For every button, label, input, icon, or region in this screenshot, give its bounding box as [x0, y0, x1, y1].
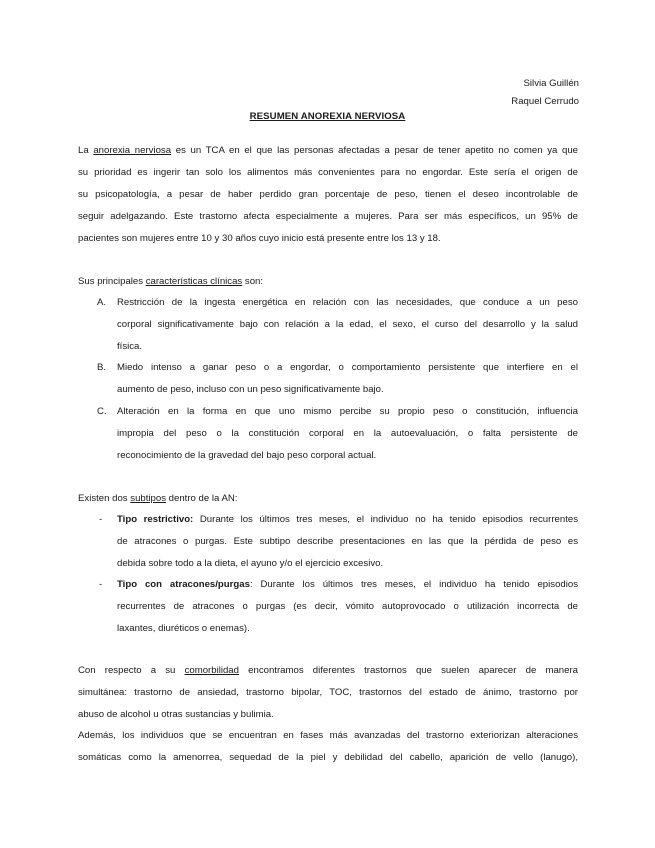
list-marker: C.	[97, 406, 107, 417]
list-item-line: física.	[117, 341, 143, 352]
list-item-line: debida sobre todo a la dieta, el ayuno y/o el ejercicio excesivo.	[117, 558, 384, 569]
subtype-label: Tipo restrictivo:	[117, 514, 194, 525]
section-heading: Sus principales características clínicas son:	[78, 276, 264, 287]
list-marker: A.	[97, 297, 107, 308]
list-item-line: recurrentes de atracones o purgas (es decir, vómito autoprovocado o utilización incorrecta de	[117, 601, 578, 612]
list-marker: -	[99, 579, 103, 590]
term-clinical: características clínicas	[145, 276, 243, 287]
list-marker: -	[99, 514, 103, 525]
list-item-line: laxantes, diuréticos o enemas).	[117, 623, 250, 634]
document-title: RESUMEN ANOREXIA NERVIOSA	[249, 111, 406, 122]
list-item-line: Miedo intenso a ganar peso o a engordar, o comportamiento persistente que interfiere en el	[117, 362, 578, 373]
intro-line: La anorexia nerviosa es un TCA en el que las personas afectadas a pesar de tener apetito no comen ya que	[78, 145, 579, 156]
list-item-line: impropia del peso o la constitución corporal en la autoevaluación, o falta persistente de	[117, 428, 578, 439]
list-item-line: Tipo con atracones/purgas: Durante los últimos tres meses, el individuo ha tenido episodios	[117, 579, 579, 590]
author-name: Raquel Cerrudo	[511, 96, 579, 107]
intro-line: su psicopatología, a pesar de haber perdido gran porcentaje de peso, tienen el deseo incontrolable de	[78, 189, 578, 200]
list-item-line: reconocimiento de la gravedad del bajo peso corporal actual.	[117, 450, 377, 461]
comorbidity-line: Además, los individuos que se encuentran en fases más avanzadas del trastorno exteriorizan alteraciones	[78, 730, 578, 741]
list-item-line: Restricción de la ingesta energética en relación con las necesidades, que conduce a un peso	[117, 297, 578, 308]
intro-line: seguir adelgazando. Este trastorno afecta especialmente a mujeres. Para ser más específicos, un 95% de	[78, 211, 578, 222]
term-comorbidity: comorbilidad	[184, 665, 239, 676]
list-item-line: Alteración en la forma en que uno mismo percibe su propio peso o constitución, influencia	[117, 406, 578, 417]
term-subtypes: subtipos	[130, 493, 166, 504]
comorbidity-line: abuso de alcohol u otras sustancias y bulimia.	[78, 709, 274, 720]
list-item-line: de atracones o purgas. Este subtipo describe presentaciones en las que la pérdida de peso es	[117, 536, 578, 547]
comorbidity-line: simultánea: trastorno de ansiedad, trastorno bipolar, TOC, trastornos del estado de ánimo, trastorno por	[78, 687, 578, 698]
section-heading: Existen dos subtipos dentro de la AN:	[78, 493, 238, 504]
list-item-line: corporal significativamente bajo con relación a la edad, el sexo, el curso del desarrollo y la salud	[117, 319, 578, 330]
comorbidity-line: Con respecto a su comorbilidad encontramos diferentes trastornos que suelen aparecer de manera	[78, 665, 578, 676]
author-name: Silvia Guillén	[523, 78, 579, 89]
list-marker: B.	[97, 362, 107, 373]
intro-line: su prioridad es ingerir tan solo los alimentos más convenientes para no engordar. Este sería el origen de	[78, 167, 578, 178]
list-item-line: Tipo restrictivo: Durante los últimos tres meses, el individuo no ha tenido episodios recurrentes	[117, 514, 579, 525]
list-item-line: aumento de peso, incluso con un peso significativamente bajo.	[117, 384, 384, 395]
term-anorexia: anorexia nerviosa	[93, 145, 172, 156]
comorbidity-line: somáticas como la amenorrea, sequedad de la piel y debilidad del cabello, aparición de vello (lanugo),	[78, 752, 578, 763]
subtype-label: Tipo con atracones/purgas	[117, 579, 250, 590]
intro-line: pacientes son mujeres entre 10 y 30 años cuyo inicio está presente entre los 13 y 18.	[78, 233, 441, 244]
